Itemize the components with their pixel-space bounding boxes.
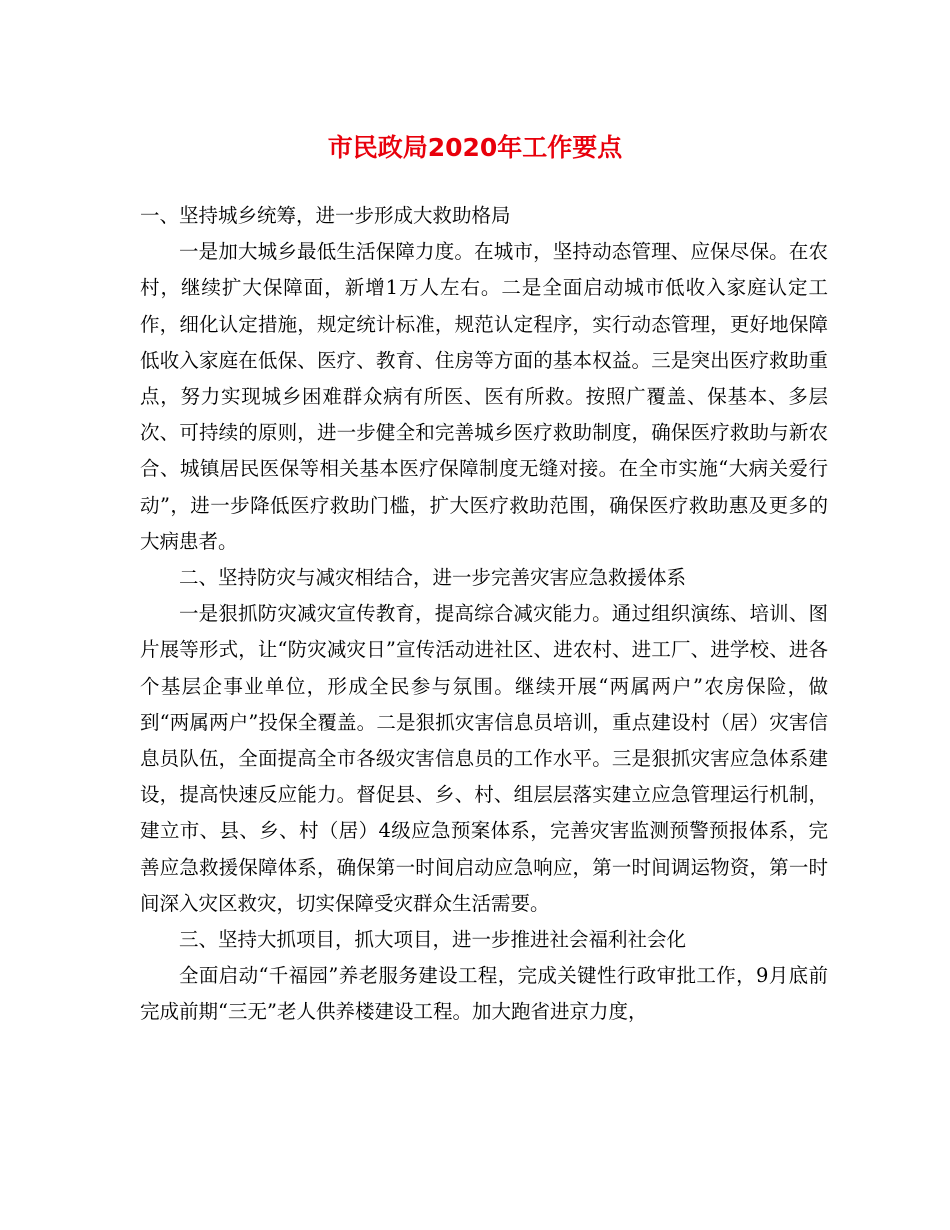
section-heading-3: 三、坚持大抓项目，抓大项目，进一步推进社会福利社会化 [179,928,687,952]
section-paragraph-3: 全面启动“千福园”养老服务建设工程，完成关键性行政审批工作，9月底前完成前期“三无”老人供养楼建设工程。加大跑省进京力度， [140,964,828,1024]
section-heading-2: 二、坚持防灾与减灾相结合，进一步完善灾害应急救援体系 [179,566,687,590]
document-body [140,198,828,1031]
section-heading-1: 一、坚持城乡统筹，进一步形成大救助格局 [140,204,511,227]
document-title: 市民政局2020年工作要点 [327,133,623,162]
section-paragraph-2: 一是狠抓防灾减灾宣传教育，提高综合减灾能力。通过组织演练、培训、图片展等形式，让“防灾减灾日”宣传活动进社区、进农村、进工厂、进学校、进各个基层企事业单位，形成全民参与氛围。继续开展“两属两户”农房保险，做到“两属两户”投保全覆盖。二是狠抓灾害信息员培训，重点建设村（居）灾害信息员队伍，全面提高全市各级灾害信息员的工作水平。三是狠抓灾害应急体系建设，提高快速反应能力。督促县、乡、村、组层层落实建立应急管理运行机制，建立市、县、乡、村（居）4级应急预案体系，完善灾害监测预警预报体系，完善应急救援保障体系，确保第一时间启动应急响应，第一时间调运物资，第一时间深入灾区救灾，切实保障受灾群众生活需要。 [140,602,828,915]
section-paragraph-1: 一是加大城乡最低生活保障力度。在城市，坚持动态管理、应保尽保。在农村，继续扩大保障面，新增1万人左右。二是全面启动城市低收入家庭认定工作，细化认定措施，规定统计标准，规范认定程序，实行动态管理，更好地保障低收入家庭在低保、医疗、教育、住房等方面的基本权益。三是突出医疗救助重点，努力实现城乡困难群众病有所医、医有所救。按照广覆盖、保基本、多层次、可持续的原则，进一步健全和完善城乡医疗救助制度，确保医疗救助与新农合、城镇居民医保等相关基本医疗保障制度无缝对接。在全市实施“大病关爱行动”，进一步降低医疗救助门槛，扩大医疗救助范围，确保医疗救助惠及更多的大病患者。 [140,240,828,553]
